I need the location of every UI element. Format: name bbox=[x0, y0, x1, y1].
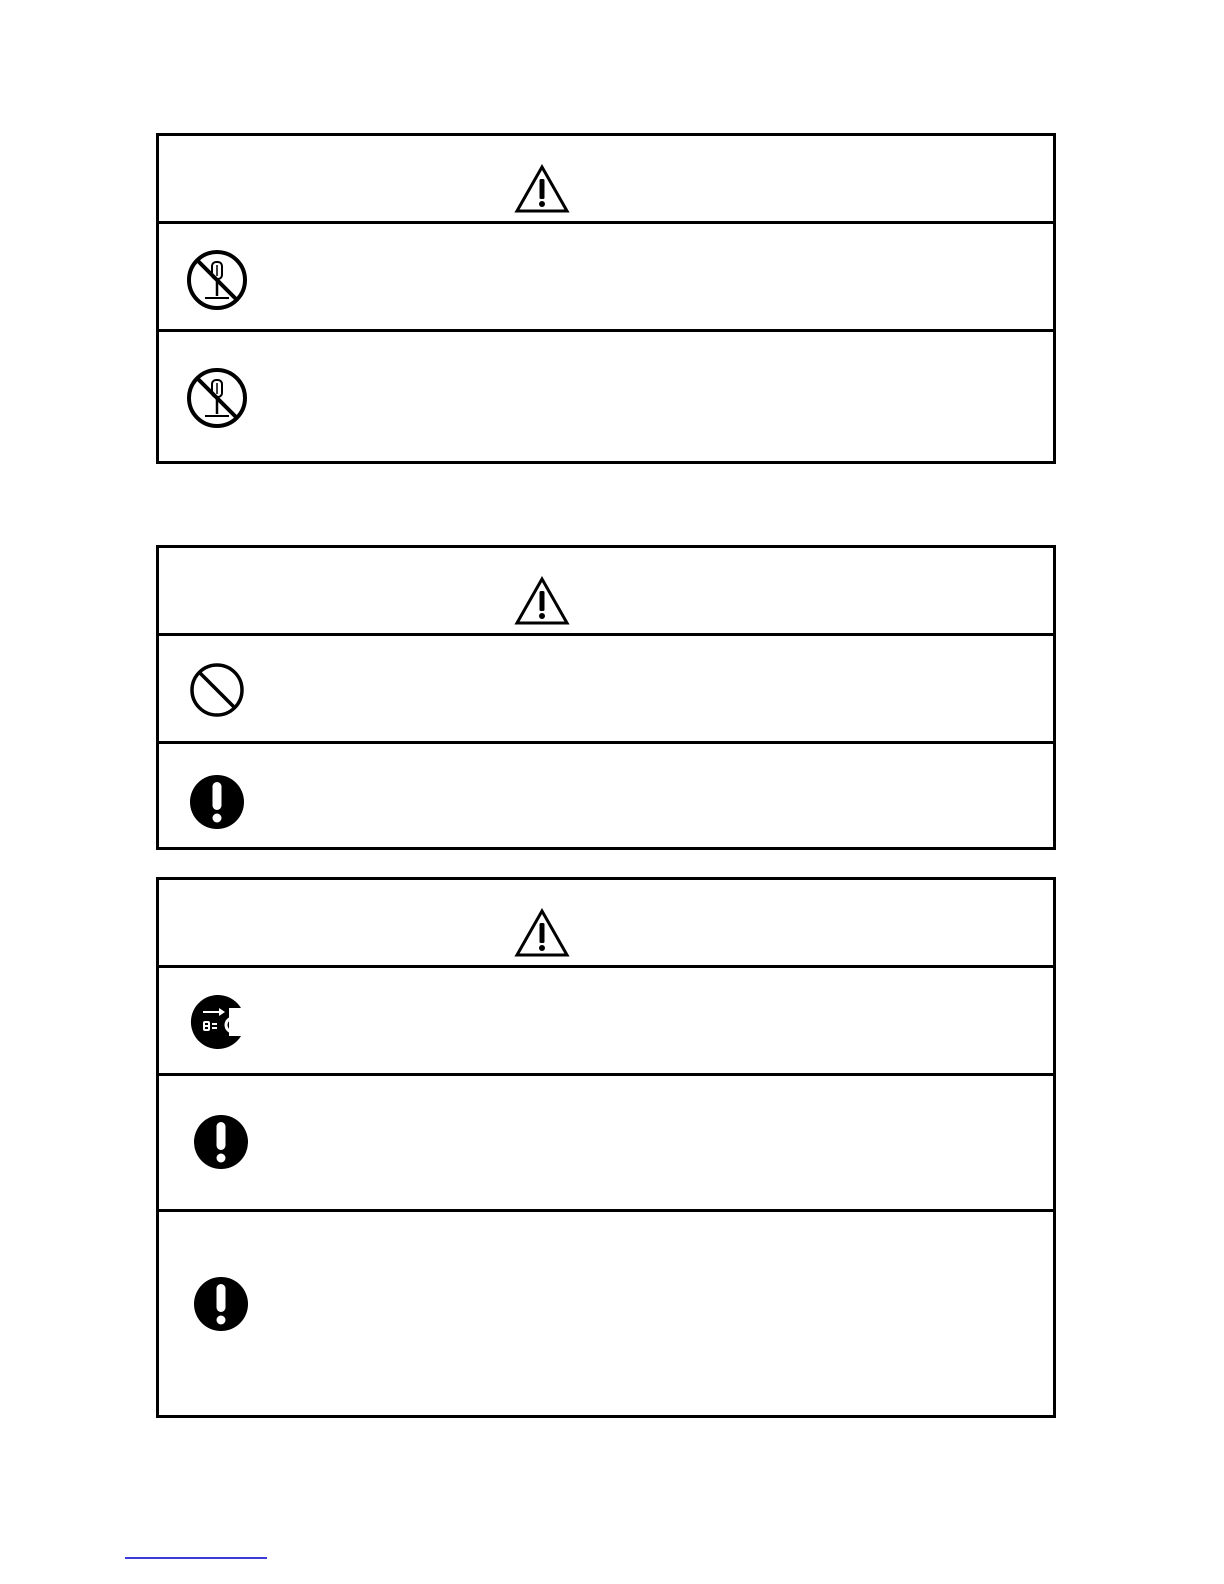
warning-item bbox=[159, 968, 1053, 1076]
no-disassembly-icon bbox=[185, 248, 249, 312]
unplug-power-icon bbox=[189, 990, 253, 1054]
warning-item bbox=[159, 636, 1053, 744]
warning-box-header bbox=[159, 136, 1053, 224]
footer-rule bbox=[125, 1557, 267, 1559]
warning-box-2 bbox=[156, 545, 1056, 850]
warning-triangle-icon bbox=[514, 164, 570, 214]
prohibited-icon bbox=[185, 658, 249, 722]
warning-item bbox=[159, 1076, 1053, 1212]
warning-box-1 bbox=[156, 133, 1056, 464]
warning-box-header bbox=[159, 548, 1053, 636]
warning-triangle-icon bbox=[514, 908, 570, 958]
mandatory-action-icon bbox=[189, 1272, 253, 1336]
warning-triangle-icon bbox=[514, 576, 570, 626]
warning-item bbox=[159, 744, 1053, 847]
mandatory-action-icon bbox=[185, 770, 249, 834]
no-disassembly-icon bbox=[185, 366, 249, 430]
warning-box-header bbox=[159, 880, 1053, 968]
warning-item bbox=[159, 1212, 1053, 1415]
mandatory-action-icon bbox=[189, 1110, 253, 1174]
warning-item bbox=[159, 332, 1053, 461]
warning-item bbox=[159, 224, 1053, 332]
warning-box-3 bbox=[156, 877, 1056, 1418]
